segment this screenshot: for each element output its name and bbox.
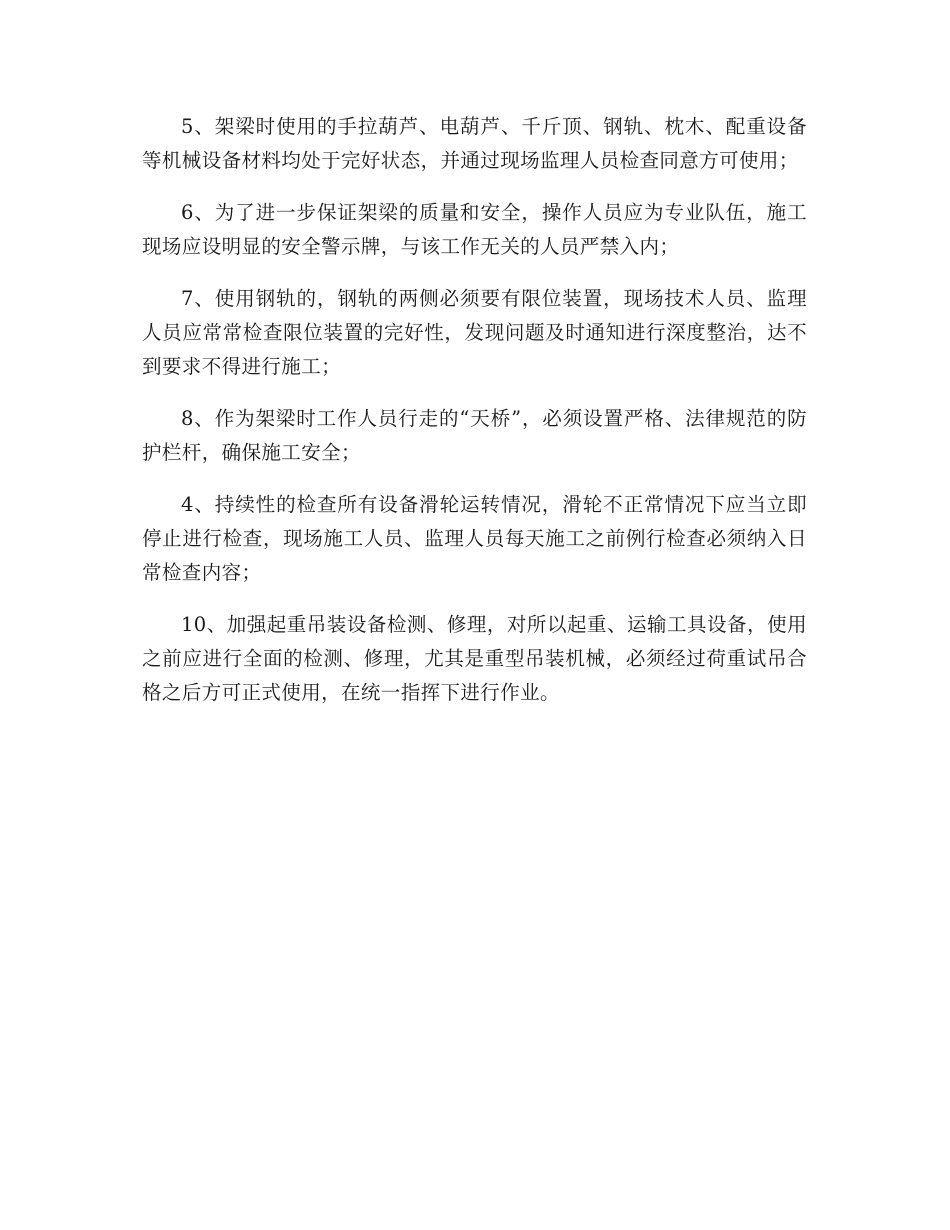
paragraph-item-8: 8、作为架梁时工作人员行走的“天桥”，必须设置严格、法律规范的防护栏杆，确保施工安全； <box>142 407 807 464</box>
document-body <box>142 110 807 728</box>
paragraph-item-7: 7、使用钢轨的，钢轨的两侧必须要有限位装置，现场技术人员、监理人员应常常检查限位装置的完好性，发现问题及时通知进行深度整治，达不到要求不得进行施工； <box>142 287 807 378</box>
paragraph-item-5: 5、架梁时使用的手拉葫芦、电葫芦、千斤顶、钢轨、枕木、配重设备等机械设备材料均处于完好状态，并通过现场监理人员检查同意方可使用； <box>142 115 807 172</box>
paragraph-item-6: 6、为了进一步保证架梁的质量和安全，操作人员应为专业队伍，施工现场应设明显的安全警示牌，与该工作无关的人员严禁入内； <box>142 201 807 258</box>
paragraph-item-10: 10、加强起重吊装设备检测、修理，对所以起重、运输工具设备，使用之前应进行全面的检测、修理，尤其是重型吊装机械，必须经过荷重试吊合格之后方可正式使用，在统一指挥下进行作业。 <box>142 613 807 704</box>
paragraph-item-4: 4、持续性的检查所有设备滑轮运转情况，滑轮不正常情况下应当立即停止进行检查，现场施工人员、监理人员每天施工之前例行检查必须纳入日常检查内容； <box>142 493 807 584</box>
